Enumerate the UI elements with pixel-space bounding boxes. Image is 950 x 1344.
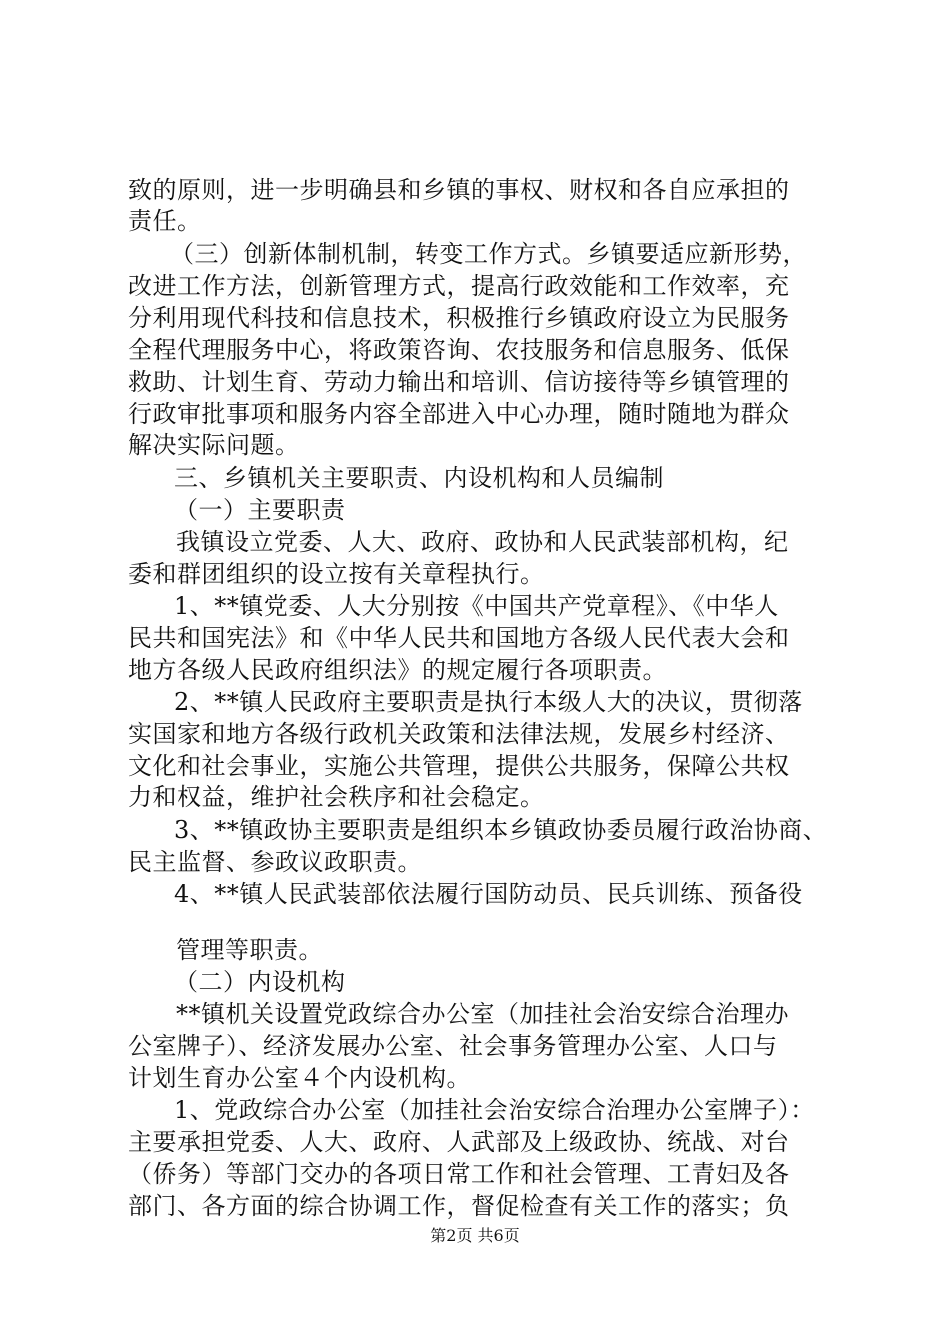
text-line: 1、党政综合办公室（加挂社会治安综合治理办公室牌子）： bbox=[174, 1096, 815, 1124]
text-line: 解决实际问题。 bbox=[128, 431, 300, 459]
text-line: （三）创新体制机制，转变工作方式。乡镇要适应新形势， bbox=[170, 240, 807, 268]
page-number-footer: 第2页 共6页 bbox=[430, 1226, 520, 1245]
text-line: 计划生育办公室４个内设机构。 bbox=[128, 1064, 471, 1092]
text-line: 我镇设立党委、人大、政府、政协和人民武装部机构，纪 bbox=[176, 528, 789, 556]
text-line: 行政审批事项和服务内容全部进入中心办理，随时随地为群众 bbox=[128, 400, 790, 428]
text-line: 地方各级人民政府组织法》的规定履行各项职责。 bbox=[128, 656, 667, 684]
text-line: 力和权益，维护社会秩序和社会稳定。 bbox=[128, 783, 545, 811]
text-line: 实国家和地方各级行政机关政策和法律法规，发展乡村经济、 bbox=[128, 720, 790, 748]
text-line: （侨务）等部门交办的各项日常工作和社会管理、工青妇及各 bbox=[128, 1160, 790, 1188]
text-line: 救助、计划生育、劳动力输出和培训、信访接待等乡镇管理的 bbox=[128, 368, 790, 396]
text-line: 公室牌子）、经济发展办公室、社会事务管理办公室、人口与 bbox=[128, 1032, 778, 1060]
text-line: 改进工作方法，创新管理方式，提高行政效能和工作效率，充 bbox=[128, 272, 790, 300]
text-line: **镇机关设置党政综合办公室（加挂社会治安综合治理办 bbox=[176, 1000, 789, 1028]
text-line: 分利用现代科技和信息技术，积极推行乡镇政府设立为民服务 bbox=[128, 304, 790, 332]
subsection-heading: （二）内设机构 bbox=[174, 968, 346, 996]
text-line: 部门、各方面的综合协调工作，督促检查有关工作的落实；负 bbox=[128, 1192, 790, 1220]
text-line: 2、**镇人民政府主要职责是执行本级人大的决议，贯彻落 bbox=[174, 688, 803, 716]
subsection-heading: （一）主要职责 bbox=[174, 496, 346, 524]
text-line: 3、**镇政协主要职责是组织本乡镇政协委员履行政治协商、 bbox=[174, 816, 828, 844]
section-heading: 三、乡镇机关主要职责、内设机构和人员编制 bbox=[174, 464, 664, 492]
text-line: 主要承担党委、人大、政府、人武部及上级政协、统战、对台 bbox=[128, 1128, 790, 1156]
text-line: 1、**镇党委、人大分别按《中国共产党章程》、《中华人 bbox=[174, 592, 779, 620]
text-line: 委和群团组织的设立按有关章程执行。 bbox=[128, 560, 545, 588]
text-line: 民共和国宪法》和《中华人民共和国地方各级人民代表大会和 bbox=[128, 624, 790, 652]
text-line: 4、**镇人民武装部依法履行国防动员、民兵训练、预备役 bbox=[174, 880, 803, 908]
text-line: 民主监督、参政议政职责。 bbox=[128, 848, 422, 876]
text-line: 责任。 bbox=[128, 207, 202, 235]
text-line: 文化和社会事业，实施公共管理，提供公共服务，保障公共权 bbox=[128, 752, 790, 780]
text-line: 管理等职责。 bbox=[176, 936, 323, 964]
text-line: 致的原则，进一步明确县和乡镇的事权、财权和各自应承担的 bbox=[128, 176, 790, 204]
text-line: 全程代理服务中心，将政策咨询、农技服务和信息服务、低保 bbox=[128, 336, 790, 364]
